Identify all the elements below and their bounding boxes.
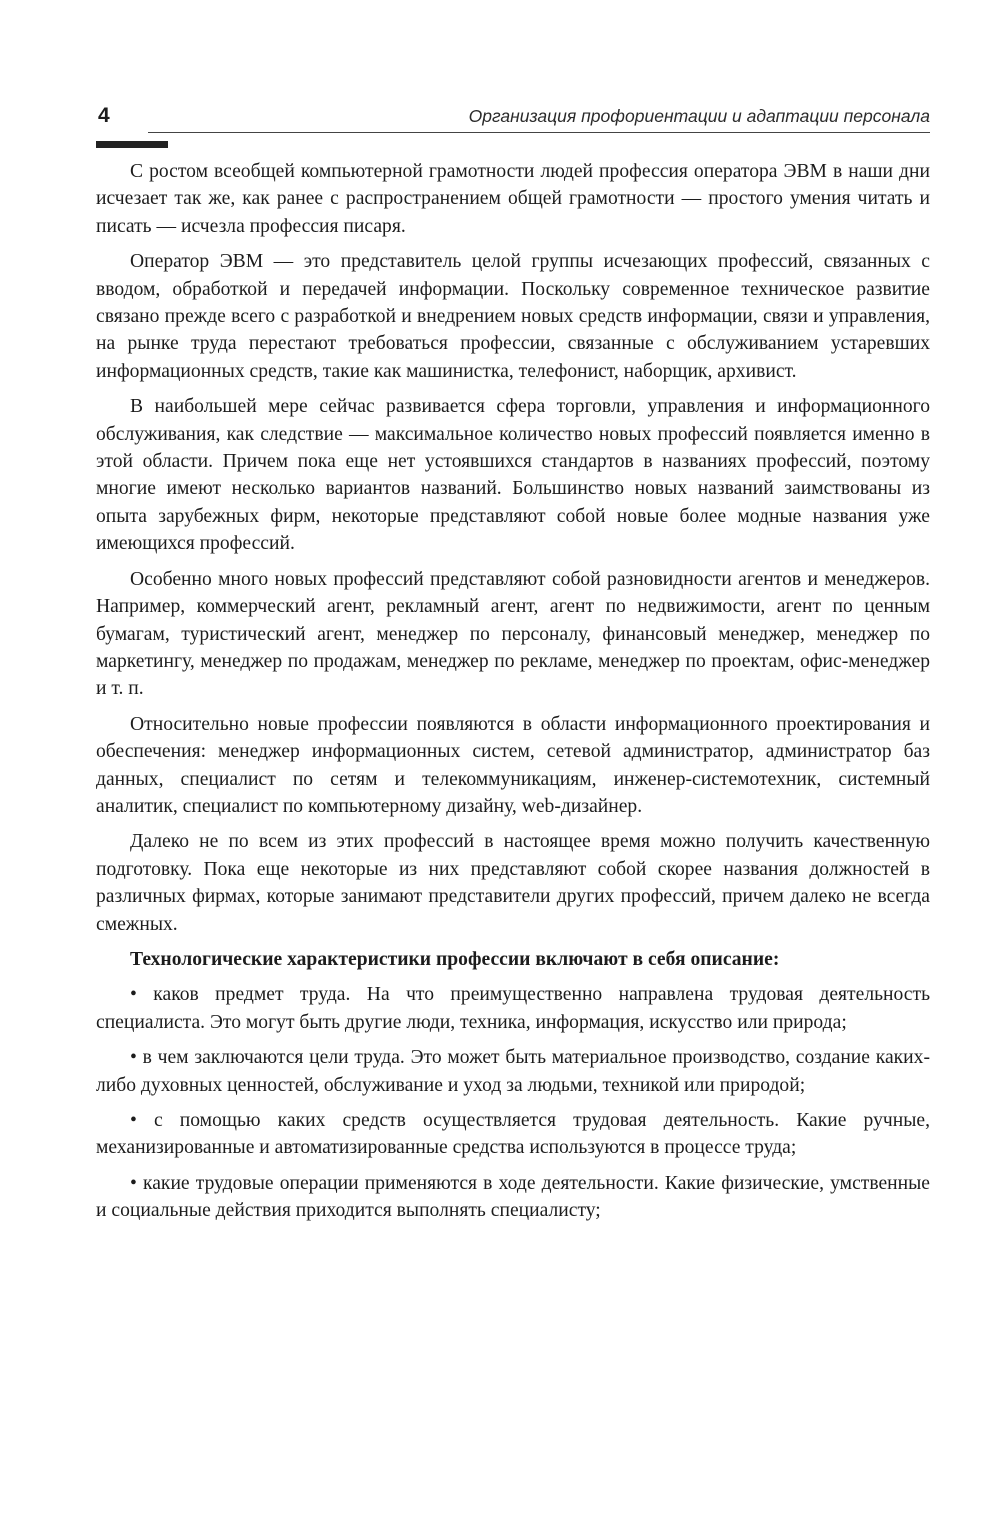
bullet-item: • каков предмет труда. На что преимущественно направлена трудовая деятельность специалиста. Это могут быть другие люди, техника, информация, искусство или природа; (96, 984, 930, 1033)
paragraph: С ростом всеобщей компьютерной грамотности людей профессия оператора ЭВМ в наши дни исчезает так же, как ранее с распространением общей грамотности — простого умения читать и писать — исчезла профессия писаря. (96, 161, 930, 237)
bullet-item: • с помощью каких средств осуществляется трудовая деятельность. Какие ручные, механизированные и автоматизированные средства используются в процессе труда; (96, 1110, 930, 1159)
bullet-item: • в чем заключаются цели труда. Это может быть материальное производство, создание каких-либо духовных ценностей, обслуживание и уход за людьми, техникой или природой; (96, 1047, 930, 1096)
body-text (96, 158, 930, 1233)
running-title: Организация профориентации и адаптации персонала (468, 106, 930, 126)
running-header (96, 100, 930, 140)
header-rule (148, 132, 930, 133)
paragraph: Относительно новые профессии появляются в области информационного проектирования и обеспечения: менеджер информационных систем, сетевой администратор, администратор баз данных, специалист по сетям и телекоммуникациям, инженер-системотехник, системный аналитик, специалист по компьютерному дизайну, web-дизайнер. (96, 713, 930, 817)
page-number: 4 (98, 104, 110, 127)
bold-lead-paragraph: Технологические характеристики профессии включают в себя описание: (130, 948, 780, 970)
paragraph: Далеко не по всем из этих профессий в настоящее время можно получить качественную подготовку. Пока еще некоторые из них представляют собой скорее названия должностей в различных фирмах, которые занимают представители других профессий, причем далеко не всегда смежных. (96, 831, 930, 935)
paragraph: В наибольшей мере сейчас развивается сфера торговли, управления и информационного обслуживания, как следствие — максимальное количество новых профессий появляется именно в этой области. Причем пока еще нет устоявшихся стандартов в названиях профессий, поэтому многие имеют несколько вариантов названий. Большинство новых названий заимствованы из опыта зарубежных фирм, некоторые представляют собой новые более модные названия уже имеющихся профессий. (96, 396, 930, 555)
paragraph: Оператор ЭВМ — это представитель целой группы исчезающих профессий, связанных с вводом, обработкой и передачей информации. Поскольку современное техническое развитие связано прежде всего с разработкой и внедрением новых средств информации, связи и управления, на рынке труда перестают требоваться профессии, связанные с обслуживанием устаревших информационных средств, такие как машинистка, телефонист, наборщик, архивист. (96, 251, 930, 382)
paragraph: Особенно много новых профессий представляют собой разновидности агентов и менеджеров. Например, коммерческий агент, рекламный агент, агент по недвижимости, агент по ценным бумагам, туристический агент, менеджер по персоналу, финансовый менеджер, менеджер по маркетингу, менеджер по продажам, менеджер по рекламе, менеджер по проектам, офис-менеджер и т. п. (96, 568, 930, 700)
page-number-bar (96, 141, 168, 148)
bullet-item: • какие трудовые операции применяются в ходе деятельности. Какие физические, умственные и социальные действия приходится выполнять специалисту; (96, 1172, 930, 1222)
